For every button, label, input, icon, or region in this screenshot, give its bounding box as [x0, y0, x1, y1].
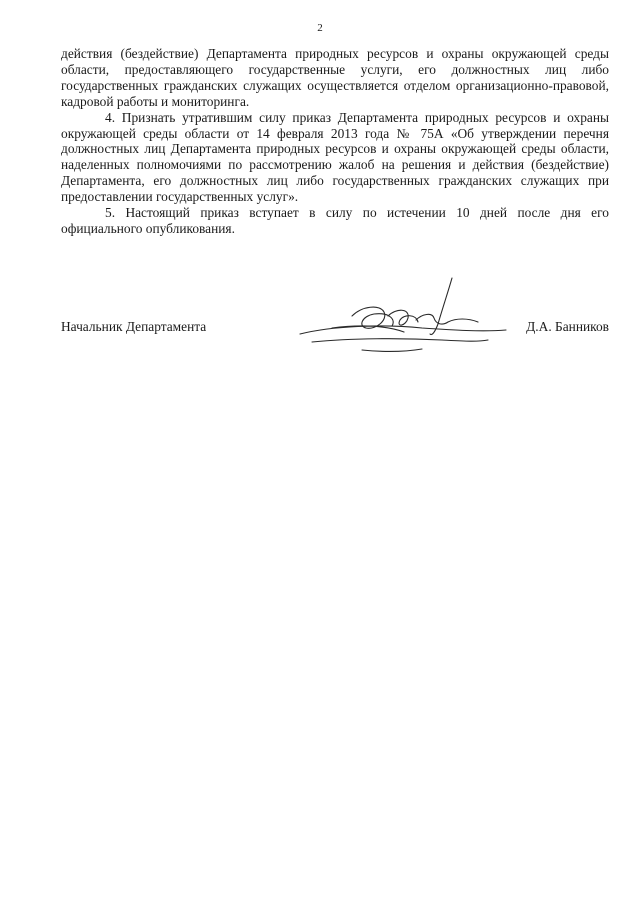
paragraph-continuation: действия (бездействие) Департамента природных ресурсов и охраны окружающей среды области, предоставляющего государственные услуги, его должностных лиц либо государственных гражданских служащих осуществляется отделом организационно-правовой, кадровой работы и мониторинга. [61, 46, 609, 109]
signatory-title: Начальник Департамента [61, 319, 207, 334]
paragraph-item-4: 4. Признать утратившим силу приказ Департамента природных ресурсов и охраны окружающей среды области от 14 февраля 2013 года № 75А «Об утверждении перечня должностных лиц Департамента природных ресурсов и охраны окружающей среды области, наделенных полномочиями по рассмотрению жалоб на решения и действия (бездействие) Департамента, его должностных лиц либо государственных гражданских служащих при предоставлении государственных услуг». [61, 109, 609, 205]
signatory-name: Д.А. Банников [526, 319, 609, 334]
page-number: 2 [317, 22, 323, 34]
document-body [61, 46, 609, 237]
paragraph-item-5: 5. Настоящий приказ вступает в силу по истечении 10 дней после дня его официального опубликования. [61, 205, 609, 236]
handwritten-signature [292, 272, 512, 362]
